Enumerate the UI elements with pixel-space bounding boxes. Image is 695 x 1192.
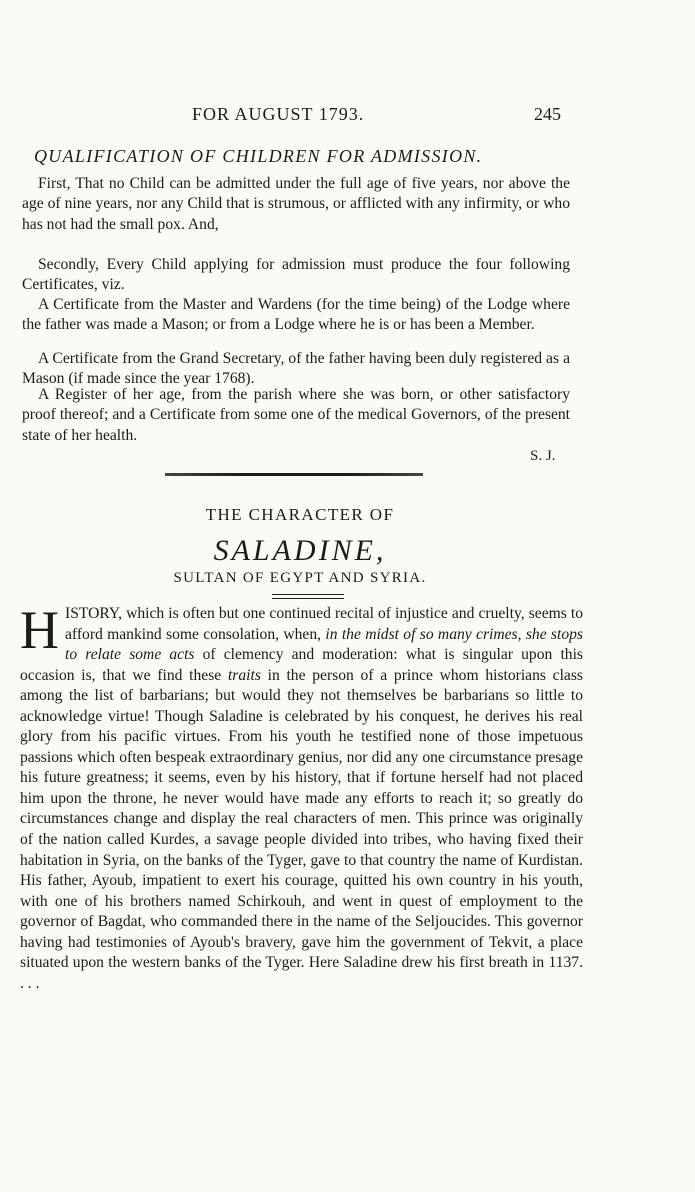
paragraph-secondly: Secondly, Every Child applying for admission must produce the four following Certificates, viz. [22, 256, 570, 294]
paragraph-certificate-lodge: A Certificate from the Master and Wardens (for the time being) of the Lodge where the father was made a Mason; or from a Lodge where he is or has been a Member. [22, 296, 570, 334]
body-text-italic-traits: traits [227, 666, 261, 684]
section-divider [165, 473, 423, 476]
body-text-mid: of clemency and moderation: what is singular upon this occasion is, that we find these [20, 646, 583, 684]
running-head-title: FOR AUGUST 1793. [192, 104, 365, 124]
section-heading-qualification: QUALIFICATION OF CHILDREN FOR ADMISSION. [34, 146, 483, 166]
page-number: 245 [534, 104, 561, 124]
body-text-italic: in the midst of so many crimes, she stops to relate some acts [65, 625, 583, 664]
paragraph-first: First, That no Child can be admitted under the full age of five years, nor above the age of nine years, nor any Child that is strumous, or afflicted with any infirmity, or who has not had the small pox. And, [22, 175, 570, 233]
paragraph-certificate-secretary: A Certificate from the Grand Secretary, of the father having been duly registered as a Mason (if made since the year 1768). [22, 350, 570, 388]
body-text-rest: in the person of a prince whom historians class among the list of barbarians; but would they not themselves be barbarians so little to acknowledge virtue! Though Saladine is celebrated by his conquest, he derives his real glory from his pacific virtues. From his youth he testified none of those impetuous passions which often bespeak extraordinary genius, nor did any one circumstance presage his future greatness; it seems, even by his history, that if fortune herself had not placed him upon the throne, he never would have made any efforts to reach it; so greatly do circumstances change and display the real characters of men. This prince was originally of the nation called Kurdes, a savage people divided into tribes, who having fixed their habitation in Syria, on the banks of the Tyger, gave to that country the name of Kurdistan. His father, Ayoub, impatient to exert his courage, quitted his own country in his youth, with one of his brothers named Schirkouh, and went in quest of employment to the governor of Bagdat, who commanded there in the name of the Seljoucides. This governor having had testimonies of Ayoub's bravery, gave him the government of Tekvit, a place situated upon the western banks of the Tyger. Here Saladine drew his first breath in 1137. . . . [20, 666, 583, 992]
body-text-start: ISTORY, which is often but one continued recital of injustice and cruelty, seems to afford mankind some consolation, when, [65, 605, 583, 643]
article-heading-name: SALADINE, [213, 534, 387, 567]
heading-rule [272, 594, 344, 599]
article-heading-line1: THE CHARACTER OF [205, 505, 395, 524]
paragraph-register: A Register of her age, from the parish where she was born, or other satisfactory proof thereof; and a Certificate from some one of the medical Governors, of the present state of her health. [22, 386, 570, 444]
running-head [0, 104, 695, 132]
article-body [20, 600, 583, 994]
signature: S. J. [530, 448, 556, 464]
drop-cap: H [20, 600, 59, 660]
article-heading-subtitle: SULTAN OF EGYPT AND SYRIA. [173, 570, 427, 586]
